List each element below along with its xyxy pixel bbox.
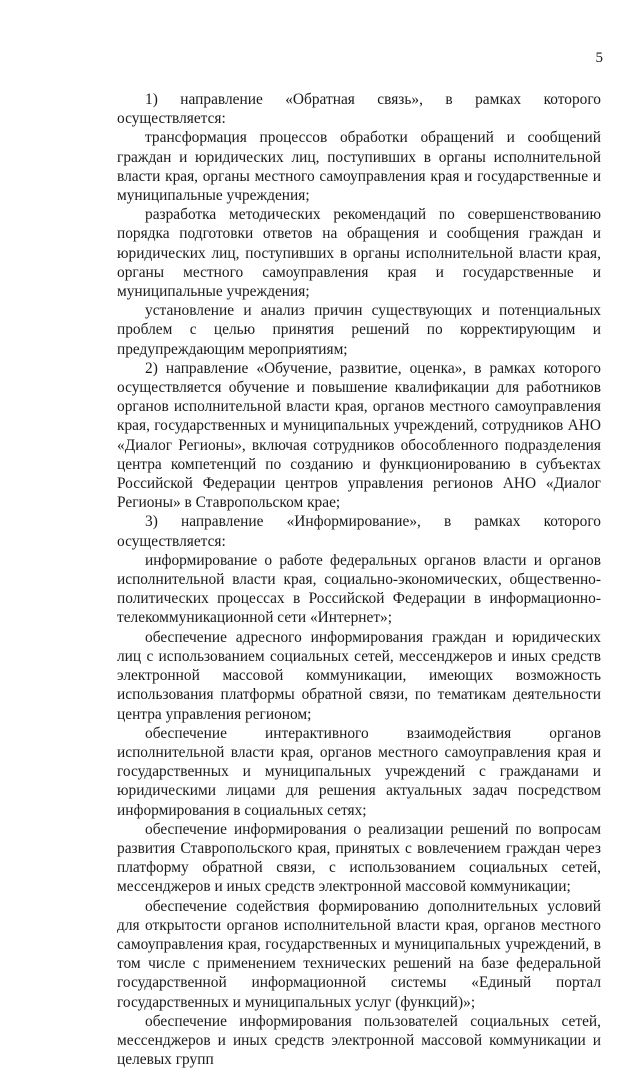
paragraph-interactive-interaction: обеспечение интерактивного взаимодействия органов исполнительной власти края, органов местного самоуправления края и государственных и муниципальных учреждений с гражданами и юридическими лицами для решения актуальных задач посредством информирования в социальных сетях; [117,724,601,819]
paragraph-openness-conditions: обеспечение содействия формированию дополнительных условий для открытости органов исполнительной власти края, органов местного самоуправления края, государственных и муниципальных учреждений, в том числе с применением технических решений на базе федеральной государственной информационной системы «Единый портал государственных и муниципальных услуг (функций)»; [117,897,601,1011]
paragraph-decision-informing: обеспечение информирования о реализации решений по вопросам развития Ставропольского края, принятых с вовлечением граждан через платформу обратной связи, с использованием социальных сетей, мессенджеров и иных средств электронной массовой коммуникации; [117,820,601,896]
paragraph-informing-direction: 3) направление «Информирование», в рамках которого осуществляется: [117,513,601,550]
paragraph-feedback-direction: 1) направление «Обратная связь», в рамках которого осуществляется: [117,91,601,128]
paragraph-training-direction: 2) направление «Обучение, развитие, оценка», в рамках которого осуществляется обучение и повышение квалификации для работников органов исполнительной власти края, органов местного самоуправления края, государственных и муниципальных учреждений, сотрудников АНО «Диалог Регионы», включая сотрудников обособленного подразделения центра компетенций по созданию и функционированию в субъектах Российской Федерации центров управления регионов АНО «Диалог Регионы» в Ставропольском крае; [117,359,601,512]
page-number: 5 [595,50,603,66]
paragraph-social-networks-informing: обеспечение информирования пользователей социальных сетей, мессенджеров и иных средств электронной массовой коммуникации и целевых групп [117,1012,601,1069]
paragraph-problem-analysis: установление и анализ причин существующих и потенциальных проблем с целью принятия решений по корректирующим и предупреждающим мероприятиям; [117,302,601,358]
document-body [117,90,601,1069]
paragraph-targeted-informing: обеспечение адресного информирования граждан и юридических лиц с использованием социальных сетей, мессенджеров и иных средств электронной массовой коммуникации, имеющих возможность использования платформы обратной связи, по тематикам деятельности центра управления регионом; [117,628,601,723]
paragraph-methodical-recommendations: разработка методических рекомендаций по совершенствованию порядка подготовки ответов на обращения и сообщения граждан и юридических лиц, поступивших в органы исполнительной власти края, органы местного самоуправления края и государственные и муниципальные учреждения; [117,206,601,301]
paragraph-informing-internet: информирование о работе федеральных органов власти и органов исполнительной власти края, социально-экономических, общественно-политических процессах в Российской Федерации в информационно-телекоммуникационной сети «Интернет»; [117,551,601,627]
paragraph-appeals-processing: трансформация процессов обработки обращений и сообщений граждан и юридических лиц, поступивших в органы исполнительной власти края, органы местного самоуправления края и государственные и муниципальные учреждения; [117,129,601,205]
